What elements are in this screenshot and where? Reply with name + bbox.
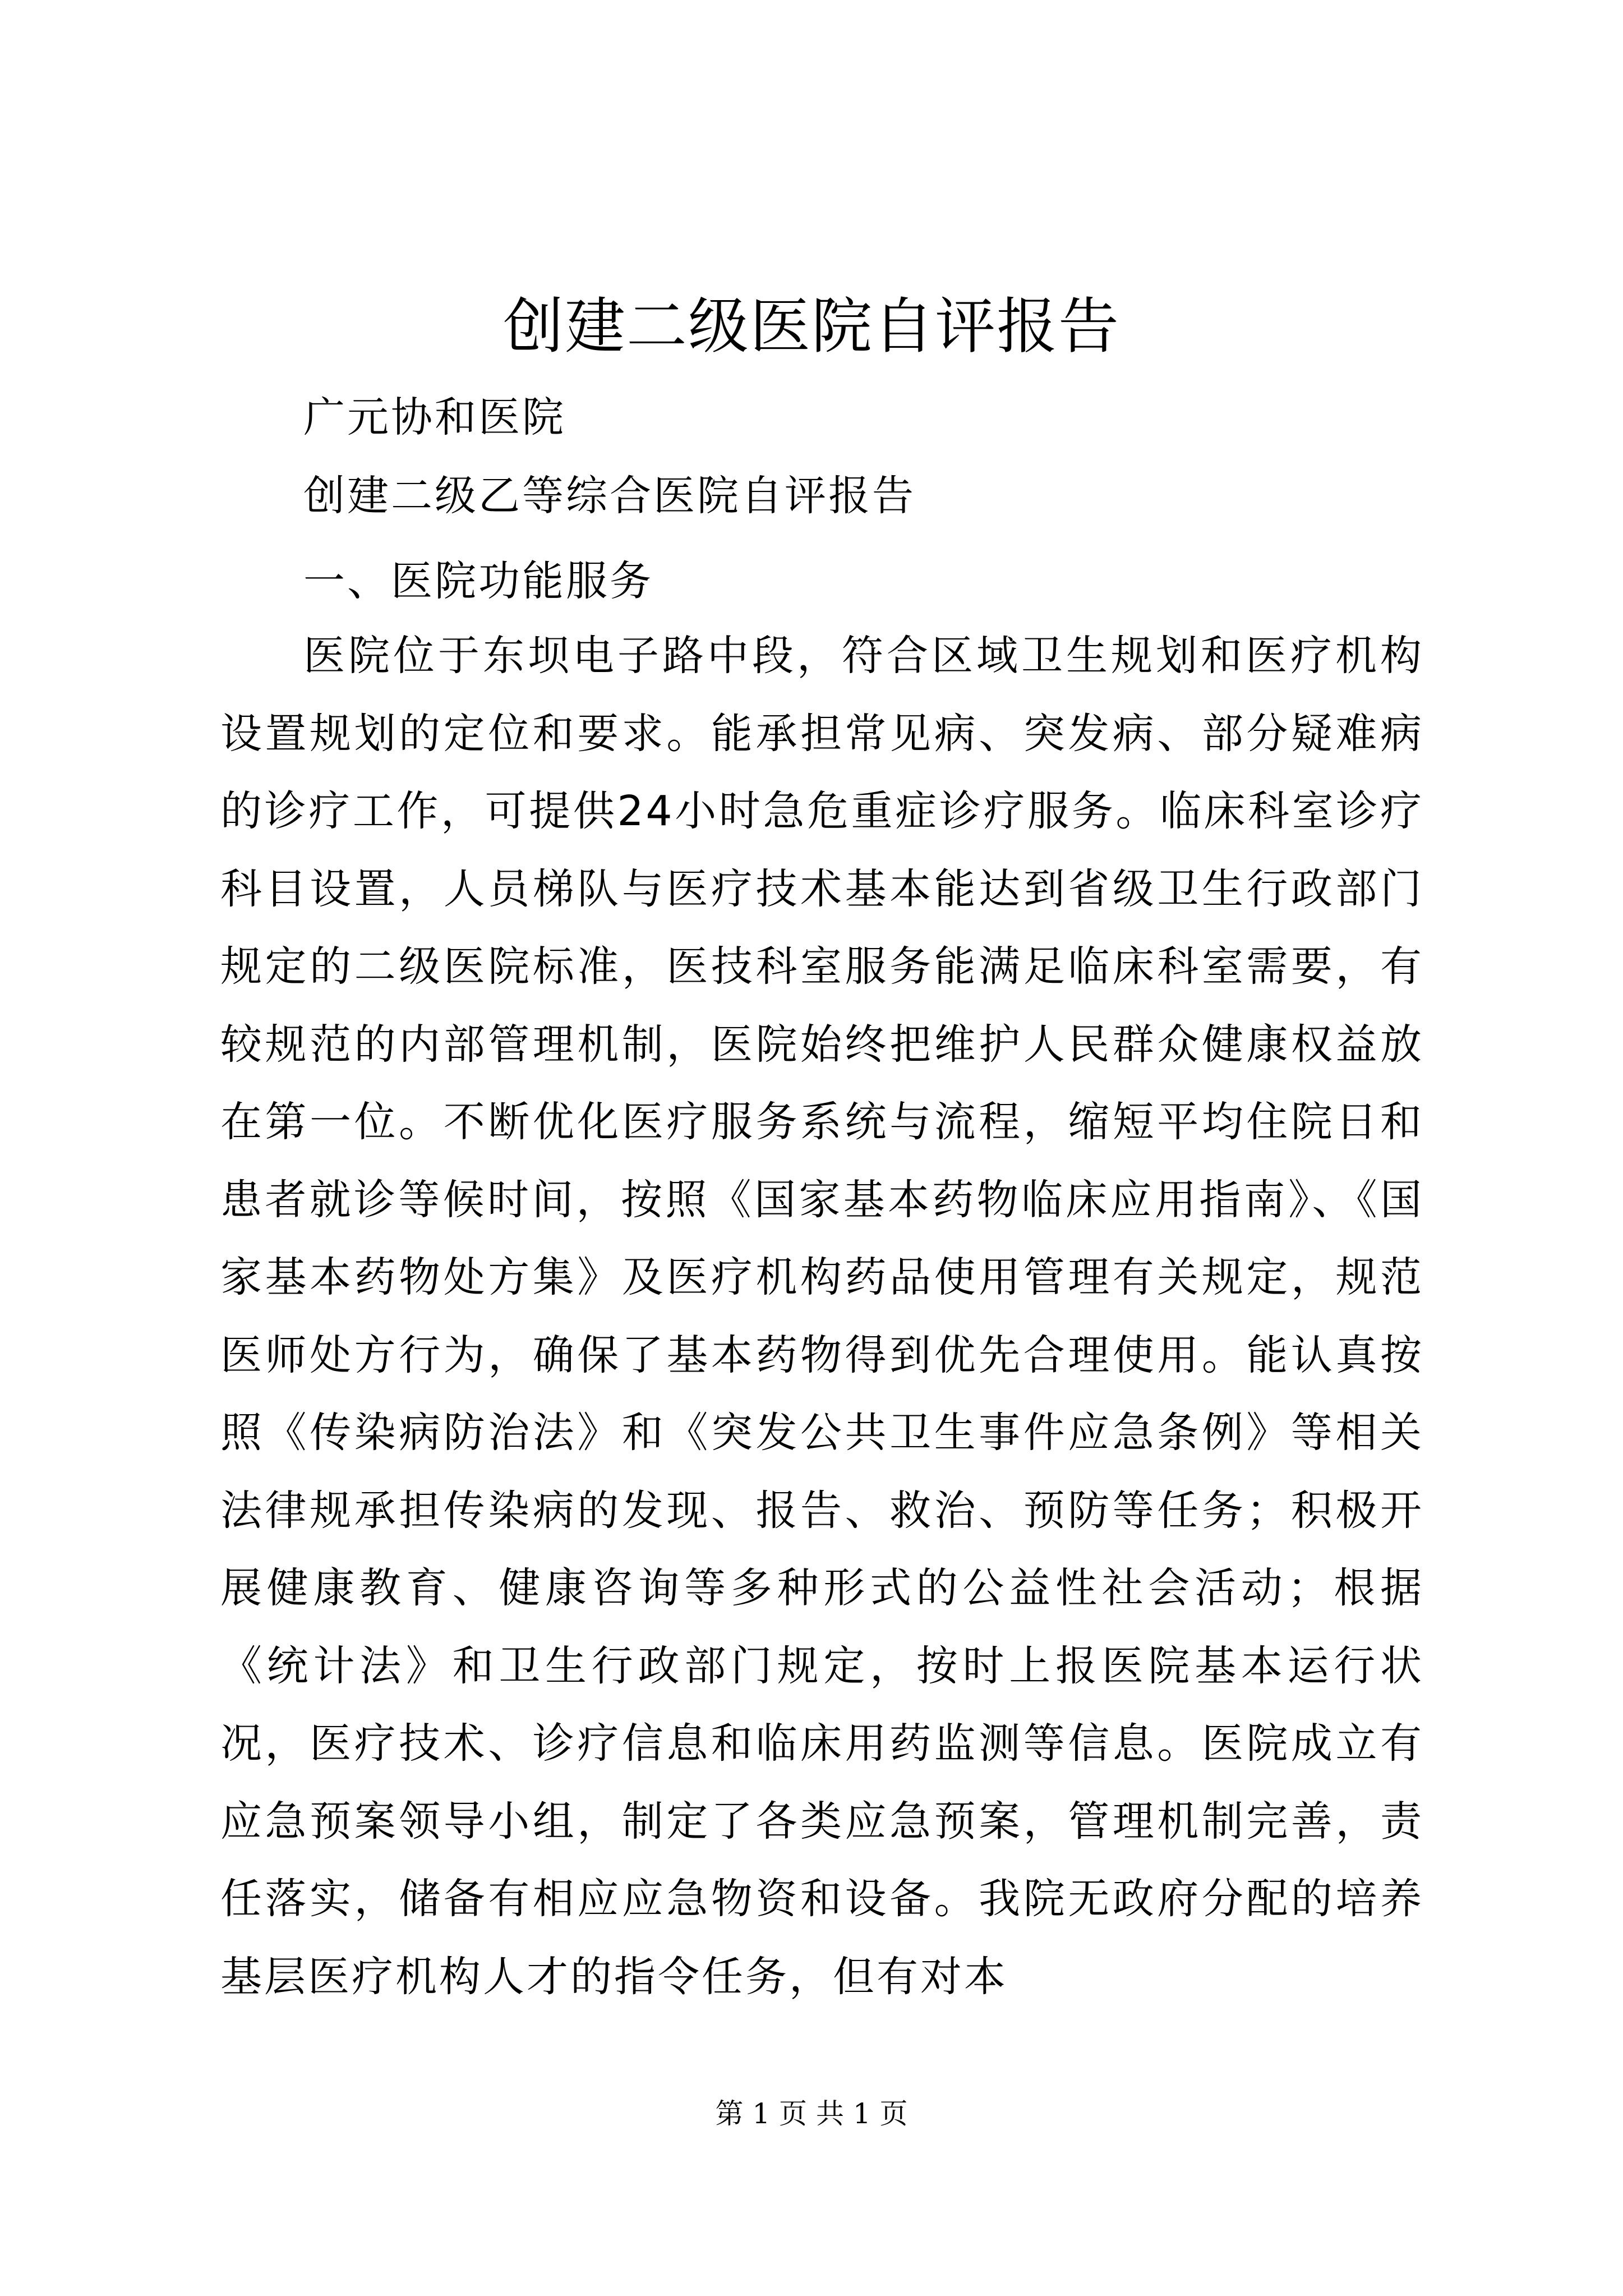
report-subtitle: 创建二级乙等综合医院自评报告 (303, 472, 916, 520)
hospital-name: 广元协和医院 (303, 393, 566, 441)
page-footer: 第 1 页 共 1 页 (715, 2097, 908, 2130)
section-heading: 一、医院功能服务 (303, 557, 653, 605)
document-title: 创建二级医院自评报告 (502, 292, 1120, 362)
body-paragraph: 医院位于东坝电子路中段，符合区域卫生规划和医疗机构设置规划的定位和要求。能承担常见病、突发病、部分疑难病的诊疗工作，可提供24小时急危重症诊疗服务。临床科室诊疗科目设置，人员梯队与医疗技术基本能达到省级卫生行政部门规定的二级医院标准，医技科室服务能满足临床科室需要，有较规范的内部管理机制，医院始终把维护人民群众健康权益放在第一位。不断优化医疗服务系统与流程，缩短平均住院日和患者就诊等候时间，按照《国家基本药物临床应用指南》、《国家基本药物处方集》及医疗机构药品使用管理有关规定，规范医师处方行为，确保了基本药物得到优先合理使用。能认真按照《传染病防治法》和《突发公共卫生事件应急条例》等相关法律规承担传染病的发现、报告、救治、预防等任务；积极开展健康教育、健康咨询等多种形式的公益性社会活动；根据《统计法》和卫生行政部门规定，按时上报医院基本运行状况，医疗技术、诊疗信息和临床用药监测等信息。医院成立有应急预案领导小组，制定了各类应急预案，管理机制完善，责任落实，储备有相应应急物资和设备。我院无政府分配的培养基层医疗机构人才的指令任务，但有对本 (220, 632, 1424, 2001)
